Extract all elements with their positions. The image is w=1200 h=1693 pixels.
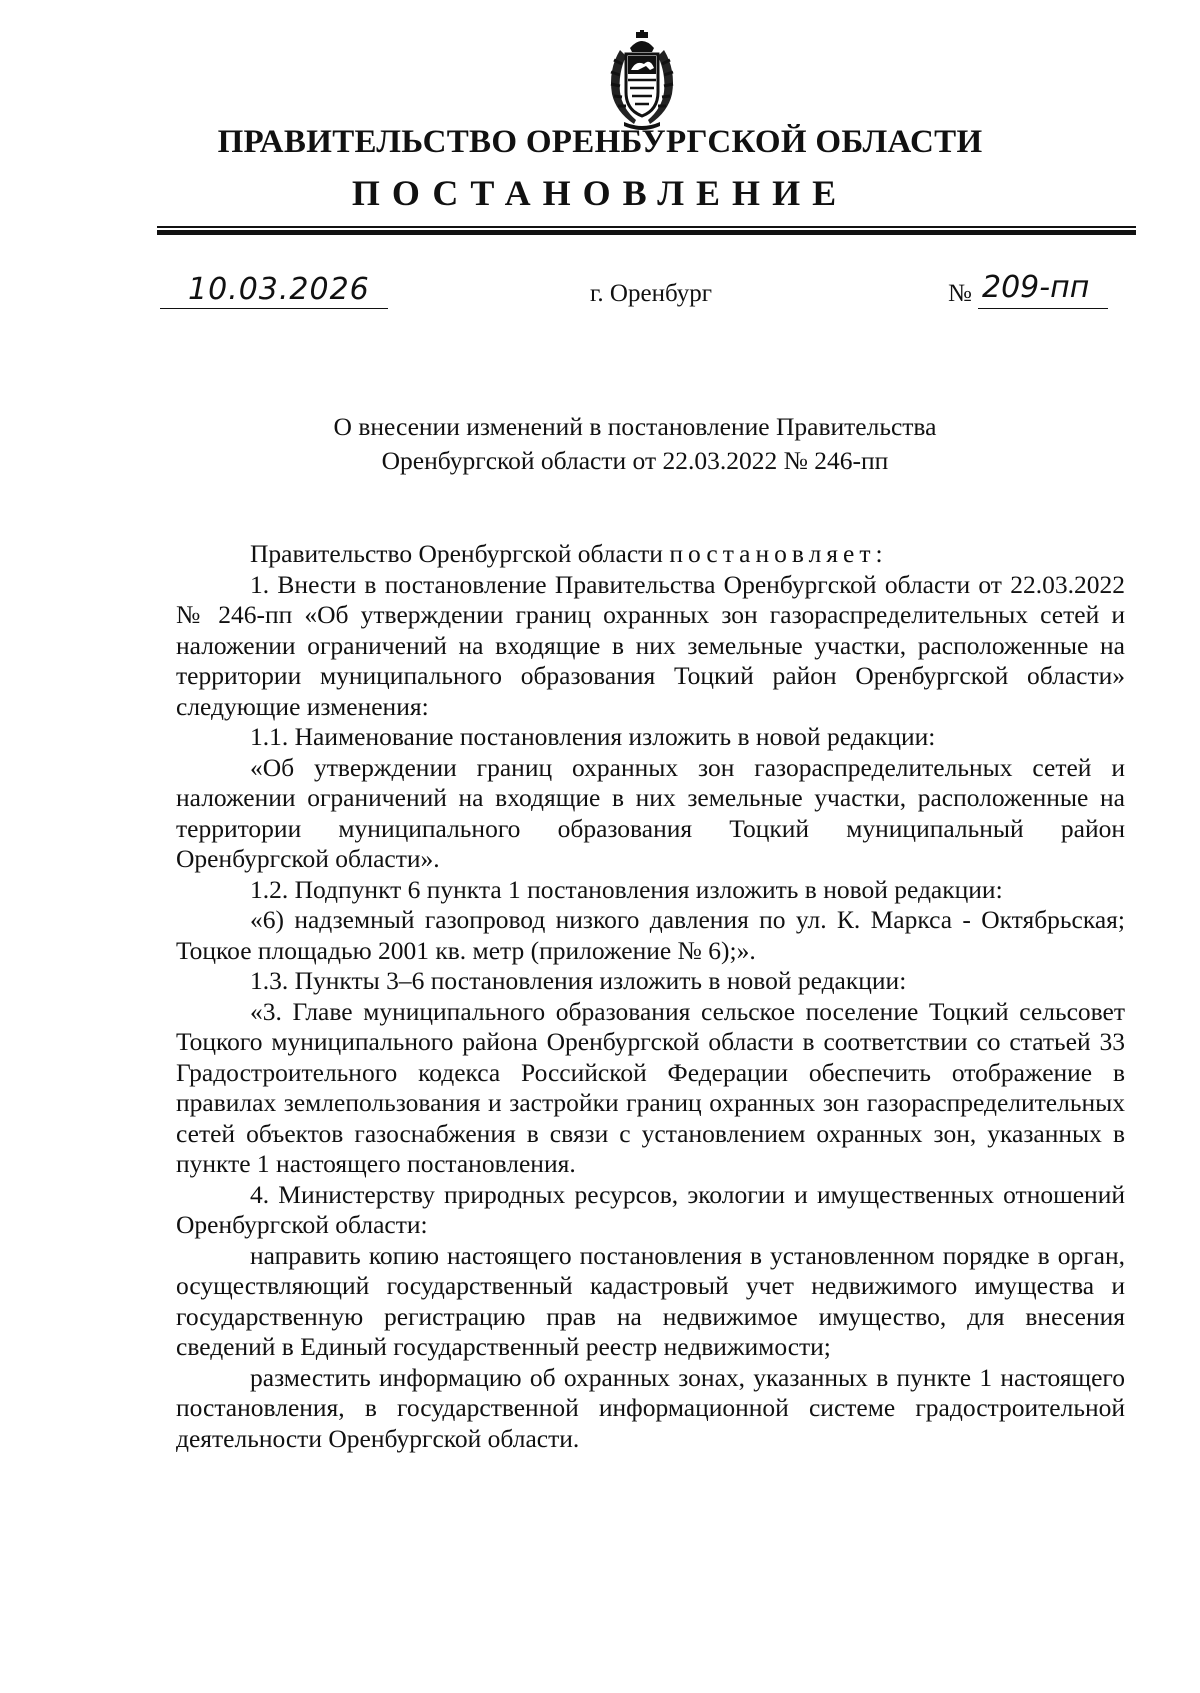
- document-city: г. Оренбург: [590, 280, 712, 307]
- paragraph-4: 4. Министерству природных ресурсов, экологии и имущественных отношений Оренбургской области:: [176, 1179, 1125, 1239]
- paragraph-4-a: направить копию настоящего постановления в установленном порядке в орган, осуществляющий государственный кадастровый учет недвижимого имущества и государственную регистрацию прав на недвижимое имущество, для внесения сведений в Единый государственный реестр недвижимости;: [176, 1240, 1125, 1361]
- number-sign: №: [948, 280, 972, 307]
- document-type: ПОСТАНОВЛЕНИЕ: [351, 173, 849, 213]
- paragraph-1-3: 1.3. Пункты 3–6 постановления изложить в новой редакции:: [250, 966, 907, 995]
- subject-line-1: О внесении изменений в постановление Правительства: [333, 412, 937, 441]
- paragraph-1-1: 1.1. Наименование постановления изложить в новой редакции:: [250, 722, 936, 751]
- paragraph-4-b: разместить информацию об охранных зонах, указанных в пункте 1 настоящего постановления, в государственной информационной системе градостроительной деятельности Оренбургской области.: [176, 1362, 1125, 1453]
- organization-title: ПРАВИТЕЛЬСТВО ОРЕНБУРГСКОЙ ОБЛАСТИ: [217, 124, 983, 160]
- paragraph-1-2-text: «6) надземный газопровод низкого давления по ул. К. Маркса - Октябрьская; Тоцкое площадью 2001 кв. метр (приложение № 6);».: [176, 905, 1125, 965]
- document-subject: [160, 410, 1110, 478]
- number-underline: [978, 306, 1108, 309]
- preamble: [176, 539, 1125, 570]
- document-body: [176, 539, 1125, 1454]
- header-divider-thin: [157, 226, 1136, 228]
- paragraph-1-1-text: «Об утверждении границ охранных зон газораспределительных сетей и наложении ограничений на входящие в них земельные участки, расположенные на территории муниципального образования Тоцкий муниципальный район Оренбургской области».: [176, 752, 1125, 873]
- document-number: 209-пп: [982, 270, 1090, 305]
- date-underline: [160, 306, 388, 309]
- subject-line-2: Оренбургской области от 22.03.2022 № 246-пп: [381, 446, 889, 475]
- paragraph-1: 1. Внести в постановление Правительства Оренбургской области от 22.03.2022 № 246-пп «Об утверждении границ охранных зон газораспределительных сетей и наложении ограничений на входящие в них земельные участки, расположенные на территории муниципального образования Тоцкий район Оренбургской области» следующие изменения:: [176, 569, 1125, 721]
- preamble-verb: постановляет:: [669, 539, 888, 568]
- preamble-start: Правительство Оренбургской области: [250, 539, 670, 568]
- coat-of-arms-icon: [602, 30, 682, 130]
- header-divider-thick: [157, 230, 1136, 235]
- document-date: 10.03.2026: [188, 272, 370, 307]
- paragraph-3: «3. Главе муниципального образования сельское поселение Тоцкий сельсовет Тоцкого муниципального района Оренбургской области в соответствии со статьей 33 Градостроительного кодекса Российской Федерации обеспечить отображение в правилах землепользования и застройки границ охранных зон газораспределительных сетей объектов газоснабжения в связи с установлением охранных зон, указанных в пункте 1 настоящего постановления.: [176, 996, 1125, 1178]
- paragraph-1-2: 1.2. Подпункт 6 пункта 1 постановления изложить в новой редакции:: [250, 874, 1003, 904]
